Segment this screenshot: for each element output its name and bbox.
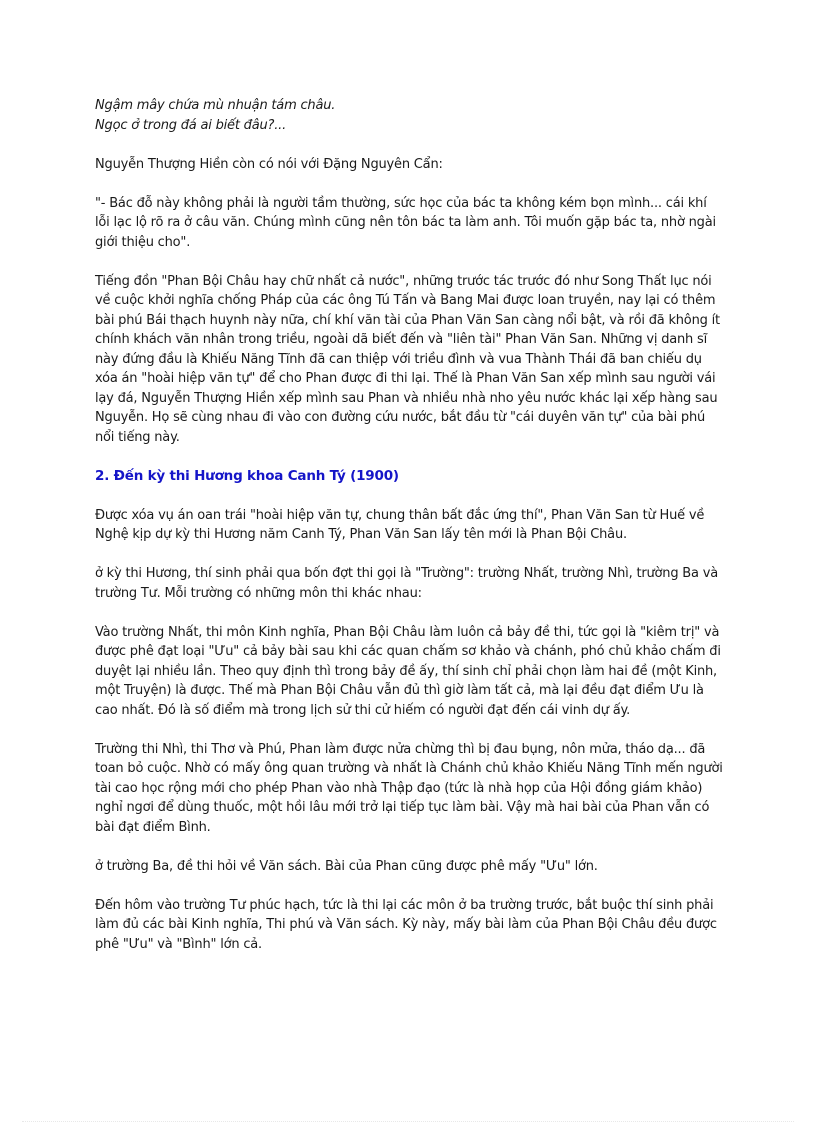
paragraph: Trường thi Nhì, thi Thơ và Phú, Phan làm được nửa chừng thì bị đau bụng, nôn mửa, tháo dạ... đã toan bỏ cuộc. Nhờ có mấy ông quan trường và nhất là Chánh chủ khảo Khiếu Năng Tĩnh mến người tài cao học rộng mới cho phép Phan vào nhà Thập đạo (tức là nhà họp của Hội đồng giám khảo) nghỉ ngơi để dùng thuốc, một hồi lâu mới trở lại tiếp tục làm bài. Vậy mà hai bài của Phan vẫn có bài đạt điểm Bình. xyxy=(95,741,723,835)
paragraph: ở kỳ thi Hương, thí sinh phải qua bốn đợt thi gọi là "Trường": trường Nhất, trường Nhì, trường Ba và trường Tư. Mỗi trường có những môn thi khác nhau: xyxy=(95,566,718,601)
paragraph: Tiếng đồn "Phan Bội Châu hay chữ nhất cả nước", những trước tác trước đó như Song Thất lục nói về cuộc khởi nghĩa chống Pháp của các ông Tú Tấn và Bang Mai được loan truyền, nay lại có thêm bài phú Bái thạch huynh này nữa, chí khí văn tài của Phan Văn San càng nổi bật, và rồi đã không ít chính khách văn nhân trong triều, ngoài dã biết đến và "liên tài" Phan Văn San. Những vị danh sĩ này đứng đầu là Khiếu Năng Tĩnh đã can thiệp với triều đình và vua Thành Thái đã ban chiếu dụ xóa án "hoài hiệp văn tự" để cho Phan được đi thi lại. Thế là Phan Văn San xếp mình sau người vái lạy đá, Nguyễn Thượng Hiền xếp mình sau Phan và nhiều nhà nho yêu nước khác lại xếp hàng sau Nguyễn. Họ sẽ cùng nhau đi vào con đường cứu nước, bắt đầu từ "cái duyên văn tự" của bài phú nổi tiếng này. xyxy=(95,273,720,445)
poem-line: Ngọc ở trong đá ai biết đâu?... xyxy=(95,117,287,133)
poem-block xyxy=(95,96,725,135)
page-footer-divider xyxy=(22,1121,794,1122)
section-heading: 2. Đến kỳ thi Hương khoa Canh Tý (1900) xyxy=(95,467,399,484)
paragraph: Đến hôm vào trường Tư phúc hạch, tức là thi lại các môn ở ba trường trước, bắt buộc thí sinh phải làm đủ các bài Kinh nghĩa, Thi phú và Văn sách. Kỳ này, mấy bài làm của Phan Bội Châu đều được phê "Ưu" và "Bình" lớn cả. xyxy=(95,897,717,952)
paragraph: Được xóa vụ án oan trái "hoài hiệp văn tự, chung thân bất đắc ứng thí", Phan Văn San từ Huế về Nghệ kịp dự kỳ thi Hương năm Canh Tý, Phan Văn San lấy tên mới là Phan Bội Châu. xyxy=(95,507,705,542)
quote-paragraph: "- Bác đỗ này không phải là người tầm thường, sức học của bác ta không kém bọn mình... cái khí lỗi lạc lộ rõ ra ở câu văn. Chúng mình cũng nên tôn bác ta làm anh. Tôi muốn gặp bác ta, nhờ ngài giới thiệu cho". xyxy=(95,195,716,250)
poem-line: Ngậm mây chứa mù nhuận tám châu. xyxy=(95,98,336,113)
paragraph: ở trường Ba, đề thi hỏi về Văn sách. Bài của Phan cũng được phê mấy "Ưu" lớn. xyxy=(95,858,598,874)
paragraph: Nguyễn Thượng Hiền còn có nói với Đặng Nguyên Cẩn: xyxy=(95,156,443,172)
document-page xyxy=(95,96,725,974)
paragraph: Vào trường Nhất, thi môn Kinh nghĩa, Phan Bội Châu làm luôn cả bảy đề thi, tức gọi là "kiêm trị" và được phê đạt loại "Ưu" cả bảy bài sau khi các quan chấm sơ khảo và chánh, phó chủ khảo chấm đi duyệt lại nhiều lần. Theo quy định thì trong bảy đề ấy, thí sinh chỉ phải chọn làm hai đề (một Kinh, một Truyện) là được. Thế mà Phan Bội Châu vẫn đủ thì giờ làm tất cả, mà lại đều đạt điểm Ưu là cao nhất. Đó là số điểm mà trong lịch sử thi cử hiếm có người đạt đến cái vinh dự ấy. xyxy=(95,624,721,718)
